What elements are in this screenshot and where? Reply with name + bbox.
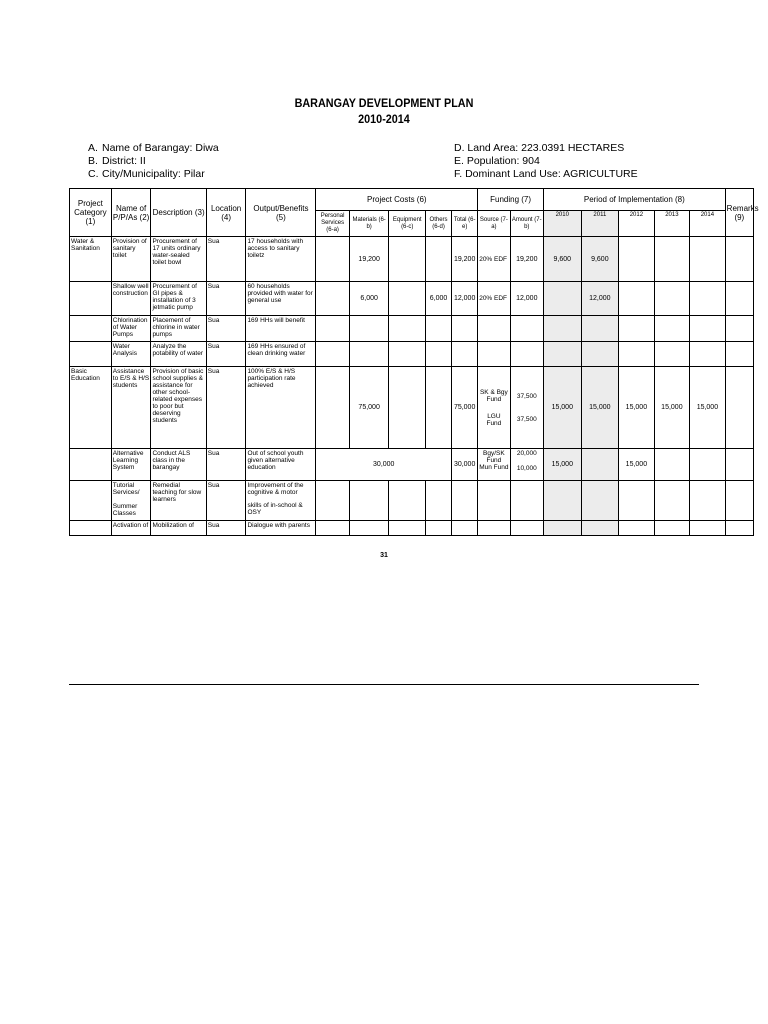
total: 19,200 <box>452 237 478 282</box>
year-2010: 9,600 <box>543 237 581 282</box>
description: Mobilization of <box>151 521 206 536</box>
description: Procurement of 17 units ordinary water-sealed toilet bowl <box>151 237 206 282</box>
ppa-name: Activation of <box>111 521 151 536</box>
project-category: Water & Sanitation <box>70 237 112 282</box>
location: Sua <box>206 316 246 342</box>
description: Provision of basic school supplies & assistance for other school- related expenses to poor but deserving students <box>151 367 206 449</box>
header-others: Others (6-d) <box>426 211 452 237</box>
output: 17 households with access to sanitary toiletz <box>246 237 316 282</box>
table-row <box>70 367 754 449</box>
output: 169 HHs will benefit <box>246 316 316 342</box>
description: Analyze the potability of water <box>151 342 206 367</box>
year-2010: 15,000 <box>543 367 581 449</box>
population: E. Population: 904 <box>454 155 540 167</box>
table-row <box>70 449 754 481</box>
output: Dialogue with parents <box>246 521 316 536</box>
total: 12,000 <box>452 282 478 316</box>
ppa-name: Summer Classes <box>112 503 138 517</box>
header-description: Description (3) <box>151 189 206 237</box>
header-materials: Materials (6-b) <box>349 211 389 237</box>
output: skills of in-school & OSY <box>247 502 303 516</box>
location: Sua <box>206 282 246 316</box>
total: 75,000 <box>452 367 478 449</box>
source: SK & Bgy Fund <box>479 388 508 403</box>
location: Sua <box>206 449 246 481</box>
barangay-info-left <box>88 142 219 181</box>
year-2012: 15,000 <box>619 449 655 481</box>
amount: 12,000 <box>510 282 543 316</box>
municipality: City/Municipality: Pilar <box>102 168 205 180</box>
ppa-name: Provision of sanitary toilet <box>111 237 151 282</box>
district: District: II <box>102 155 146 167</box>
barangay-info-right <box>454 142 638 181</box>
project-category: Basic Education <box>70 367 112 449</box>
info-key: B. <box>88 155 98 167</box>
plan-period: 2010-2014 <box>358 112 410 126</box>
total: 30,000 <box>452 449 478 481</box>
header-2014: 2014 <box>690 211 726 237</box>
location: Sua <box>206 521 246 536</box>
year-2011: 9,600 <box>581 237 619 282</box>
page-number: 31 <box>380 552 388 559</box>
location: Sua <box>206 367 246 449</box>
year-2011: 12,000 <box>581 282 619 316</box>
location: Sua <box>206 342 246 367</box>
header-output: Output/Benefits (5) <box>246 189 316 237</box>
ppa-name: Assistance to E/S & H/S students <box>111 367 151 449</box>
year-2012: 15,000 <box>619 367 655 449</box>
ppa-name: Water Analysis <box>111 342 151 367</box>
amount: 37,500 <box>516 392 537 400</box>
header-personal-services: Personal Services (6-a) <box>316 211 349 237</box>
year-2013: 15,000 <box>654 367 690 449</box>
location: Sua <box>206 481 246 521</box>
output: 169 HHs ensured of clean drinking water <box>246 342 316 367</box>
barangay-name: Name of Barangay: Diwa <box>102 142 219 154</box>
header-2012: 2012 <box>619 211 655 237</box>
year-2011: 15,000 <box>581 367 619 449</box>
dominant-land-use: F. Dominant Land Use: AGRICULTURE <box>454 168 638 180</box>
output: 100% E/S & H/S participation rate achieved <box>246 367 316 449</box>
table-row <box>70 282 754 316</box>
others: 6,000 <box>426 282 452 316</box>
year-2010: 15,000 <box>543 449 581 481</box>
source: 20% EDF <box>478 237 510 282</box>
table-row <box>70 521 754 536</box>
location: Sua <box>206 237 246 282</box>
header-remarks: Remarks (9) <box>725 189 753 237</box>
header-location: Location (4) <box>206 189 246 237</box>
header-name-ppa: Name of P/P/As (2) <box>111 189 151 237</box>
description: Placement of chlorine in water pumps <box>151 316 206 342</box>
header-2010: 2010 <box>543 211 581 237</box>
header-total: Total (6-e) <box>452 211 478 237</box>
table-row <box>70 481 754 521</box>
project-cost: 30,000 <box>316 449 452 481</box>
description: Conduct ALS class in the barangay <box>151 449 206 481</box>
ppa-name: Shallow well construction <box>111 282 151 316</box>
ppa-name: Chlorination of Water Pumps <box>111 316 151 342</box>
header-source: Source (7-a) <box>478 211 510 237</box>
source: LGU Fund <box>486 412 502 427</box>
header-amount: Amount (7-b) <box>510 211 543 237</box>
header-2011: 2011 <box>581 211 619 237</box>
source: Bgy/SK Fund <box>483 450 505 464</box>
output: 60 households provided with water for general use <box>246 282 316 316</box>
description: Remedial teaching for slow learners <box>151 481 206 521</box>
materials: 19,200 <box>349 237 389 282</box>
horizontal-rule <box>69 684 699 685</box>
amount: 20,000 <box>516 450 537 457</box>
source: 20% EDF <box>478 282 510 316</box>
header-2013: 2013 <box>654 211 690 237</box>
materials: 75,000 <box>349 367 389 449</box>
table-row <box>70 237 754 282</box>
info-key: A. <box>88 142 98 154</box>
info-key: C. <box>88 168 99 180</box>
source: Mun Fund <box>479 464 509 471</box>
year-2014: 15,000 <box>690 367 726 449</box>
amount: 37,500 <box>516 415 537 423</box>
ppa-name: Tutorial Services/ <box>112 482 140 496</box>
ppa-name: Alternative Learning System <box>111 449 151 481</box>
output: Out of school youth given alternative education <box>246 449 316 481</box>
header-period: Period of Implementation (8) <box>543 189 725 211</box>
materials: 6,000 <box>349 282 389 316</box>
table-row <box>70 342 754 367</box>
land-area: D. Land Area: 223.0391 HECTARES <box>454 142 625 154</box>
header-funding: Funding (7) <box>478 189 544 211</box>
output: Improvement of the cognitive & motor <box>247 482 304 496</box>
amount: 10,000 <box>516 465 537 472</box>
amount: 19,200 <box>510 237 543 282</box>
header-project-category: Project Category (1) <box>70 189 112 237</box>
document-title: BARANGAY DEVELOPMENT PLAN <box>294 96 474 110</box>
description: Procurement of GI pipes & installation of 3 jetmatic pump <box>151 282 206 316</box>
table-row <box>70 316 754 342</box>
header-equipment: Equipment (6-c) <box>389 211 426 237</box>
header-project-costs: Project Costs (6) <box>316 189 478 211</box>
development-plan-table <box>69 188 759 536</box>
